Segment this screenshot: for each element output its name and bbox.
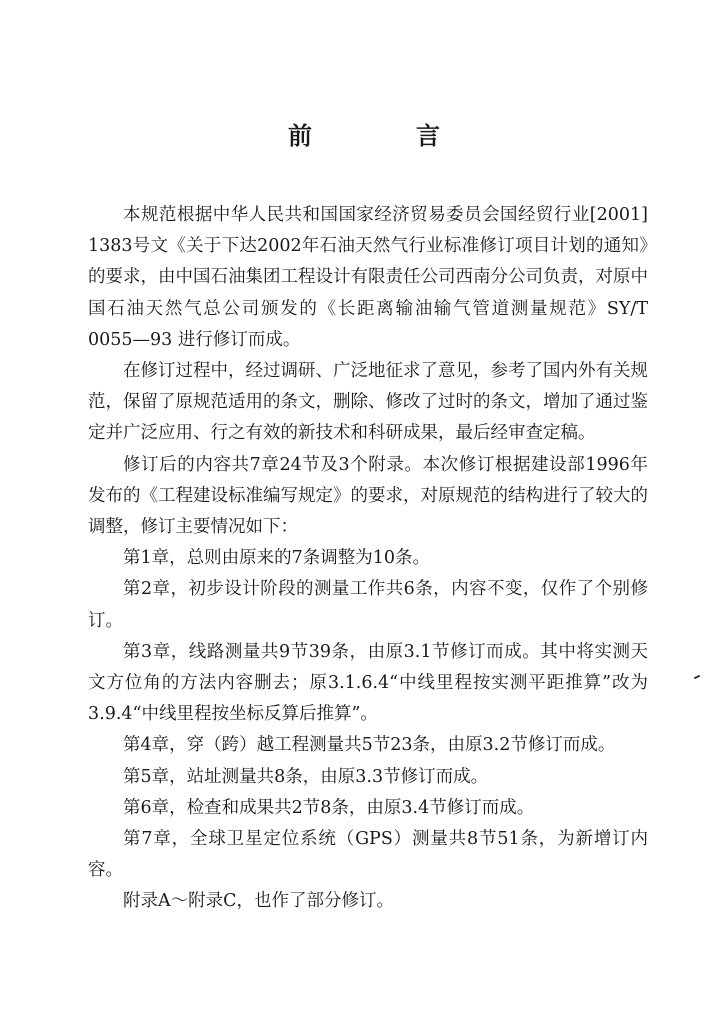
paragraph: 第1章，总则由原来的7条调整为10条。	[123, 548, 431, 569]
paragraph: 修订后的内容共7章24节及3个附录。本次修订根据建设部1996年发布的《工程建设标准编写规定》的要求，对原规范的结构进行了较大的调整，修订主要情况如下：	[88, 454, 648, 538]
page-title: 前 言	[288, 122, 480, 150]
paragraph: 第7章，全球卫星定位系统（GPS）测量共8节51条，为新增订内容。	[88, 829, 648, 881]
scan-mark	[694, 675, 700, 679]
paragraph: 第6章，检查和成果共2节8条，由原3.4节修订而成。	[123, 797, 535, 818]
paragraph: 本规范根据中华人民共和国国家经济贸易委员会国经贸行业[2001] 1383号文《关于下达2002年石油天然气行业标准修订项目计划的通知》的要求，由中国石油集团工程设计有限责任公司西南分公司负责，对原中国石油天然气总公司颁发的《长距离输油输气管道测量规范》SY/T 0055—93 进行修订而成。	[88, 205, 648, 350]
paragraph: 第3章，线路测量共9节39条，由原3.1节修订而成。其中将实测天文方位角的方法内容删去；原3.1.6.4“中线里程按实测平距推算”改为3.9.4“中线里程按坐标反算后推算”。	[88, 641, 648, 725]
paragraph: 第5章，站址测量共8条，由原3.3节修订而成。	[123, 766, 489, 787]
paragraph: 在修订过程中，经过调研、广泛地征求了意见，参考了国内外有关规范，保留了原规范适用的条文，删除、修改了过时的条文，增加了通过鉴定并广泛应用、行之有效的新技术和科研成果，最后经审查定稿。	[88, 361, 648, 444]
paragraph: 第2章，初步设计阶段的测量工作共6条，内容不变，仅作了个别修订。	[88, 579, 648, 631]
document-body	[88, 200, 648, 918]
paragraph: 第4章，穿（跨）越工程测量共5节23条，由原3.2节修订而成。	[123, 735, 616, 756]
paragraph: 附录A～附录C，也作了部分修订。	[123, 891, 395, 912]
